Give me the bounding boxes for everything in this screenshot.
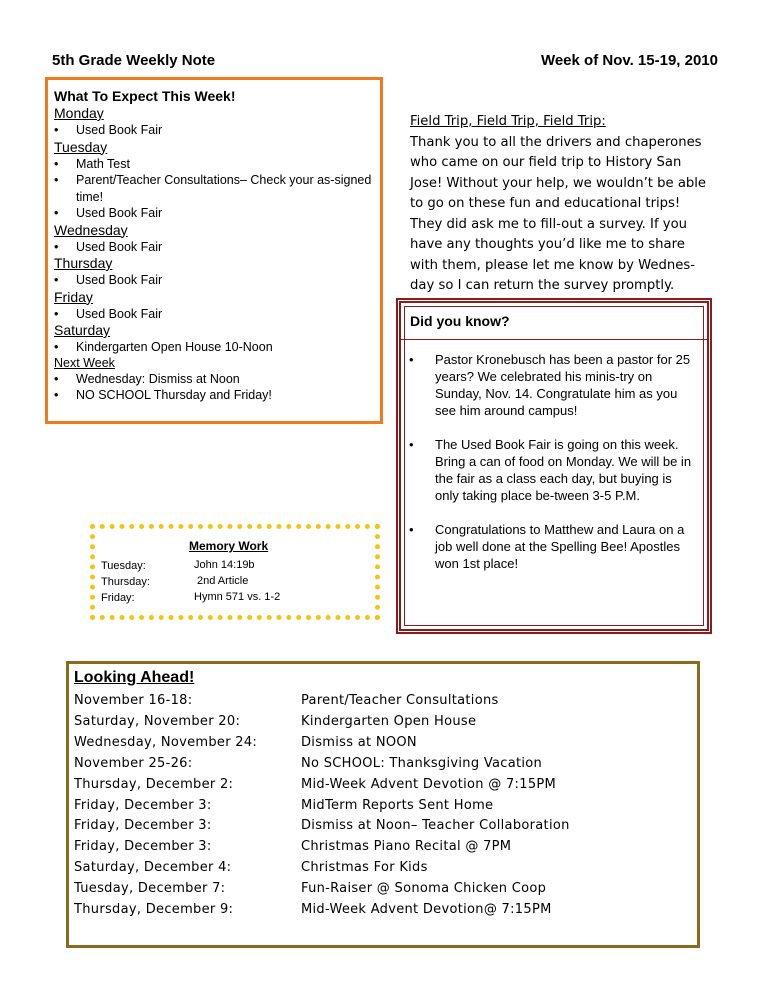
event-description: Christmas For Kids [301,860,428,876]
did-you-know-divider [401,339,707,340]
page-title: 5th Grade Weekly Note [52,52,216,69]
event-date: November 16-18: [74,693,193,708]
event-description: Fun-Raiser @ Sonoma Chicken Coop [301,881,547,897]
event-description: Dismiss at Noon– Teacher Collaboration [301,818,570,834]
what-to-expect-box [45,77,383,424]
memory-value: 2nd Article [197,575,249,587]
memory-work-box [90,524,380,620]
list-item: • The Used Book Fair is going on this week. Bring a can of food on Monday. We will be in the fair as a class each day, but buying is only taking place be-tween 3-5 P.M. [409,436,699,504]
day-items [54,122,374,139]
looking-ahead-box [66,661,700,948]
event-date: November 25-26: [74,755,193,771]
list-item: • Congratulations to Matthew and Laura on a job well done at the Spelling Bee! Apostles won 1st place! [409,521,699,572]
event-date: Tuesday, December 7: [74,881,226,897]
event-date: Friday, December 3: [74,818,212,834]
day-items [54,239,374,256]
memory-day: Tuesday: [101,560,146,572]
day-items [54,272,374,289]
event-date: Saturday, November 20: [74,713,241,729]
day-heading: Saturday [54,322,111,338]
looking-ahead-title: Looking Ahead! [74,669,195,686]
list-item: • Wednesday: Dismiss at Noon [54,371,374,388]
event-description: Christmas Piano Recital @ 7PM [301,839,512,855]
list-item: • Used Book Fair [54,272,374,289]
event-description: Parent/Teacher Consultations [301,693,499,708]
event-date: Friday, December 3: [74,797,212,813]
event-description: Mid-Week Advent Devotion@ 7:15PM [301,902,552,917]
event-description: MidTerm Reports Sent Home [301,797,494,813]
did-you-know-list [409,351,699,589]
day-heading: Friday [54,288,93,305]
event-description: Kindergarten Open House [301,713,477,729]
list-item: • Used Book Fair [54,205,374,222]
list-item: • Math Test [54,156,374,173]
did-you-know-title: Did you know? [410,313,510,329]
week-label: Week of Nov. 15-19, 2010 [540,52,718,69]
what-to-expect-heading: What To Expect This Week! [54,88,236,104]
event-description: No SCHOOL: Thanksgiving Vacation [301,755,543,771]
event-date: Wednesday, November 24: [74,734,258,750]
day-heading: Wednesday [54,221,128,238]
event-description: Mid-Week Advent Devotion @ 7:15PM [301,776,557,792]
list-item: • Kindergarten Open House 10-Noon [54,339,374,356]
field-trip-title: Field Trip, Field Trip, Field Trip: [410,114,606,129]
field-trip-note [410,112,710,297]
day-items [54,156,374,222]
event-date: Friday, December 3: [74,839,212,855]
list-item: • Used Book Fair [54,239,374,256]
list-item: • NO SCHOOL Thursday and Friday! [54,387,374,404]
day-heading: Tuesday [54,138,108,155]
event-description: Dismiss at NOON [301,734,417,750]
did-you-know-box [396,298,712,634]
memory-value: Hymn 571 vs. 1-2 [194,591,281,603]
event-date: Thursday, December 9: [74,902,234,917]
day-heading: Thursday [54,255,113,271]
list-item: • Used Book Fair [54,306,374,323]
day-items [54,306,374,323]
memory-day: Friday: [101,592,135,604]
list-item: • Parent/Teacher Consultations– Check your as-signed time! [54,172,374,205]
field-trip-body: Thank you to all the drivers and chaperones who came on our field trip to History San Jose! Without your help, we wouldn’t be able to go on these fun and educational trips! They did ask me to fill-out a survey. If you have any thoughts you’d like me to share with them, please let me know by Wednes-day so I can return the survey promptly. [410,134,707,293]
memory-value: John 14:19b [194,559,255,571]
day-list [54,105,374,404]
memory-day: Thursday: [101,576,150,588]
memory-work-title: Memory Work [189,539,269,553]
day-items [54,339,374,356]
list-item: • Pastor Kronebusch has been a pastor for 25 years? We celebrated his minis-try on Sunday, Nov. 14. Congratulate him as you see him around campus! [409,351,699,419]
event-date: Thursday, December 2: [74,776,234,792]
event-date: Saturday, December 4: [74,860,232,876]
day-items [54,371,374,404]
day-heading: Next Week [54,355,115,370]
list-item: • Used Book Fair [54,122,374,139]
day-heading: Monday [54,105,104,121]
